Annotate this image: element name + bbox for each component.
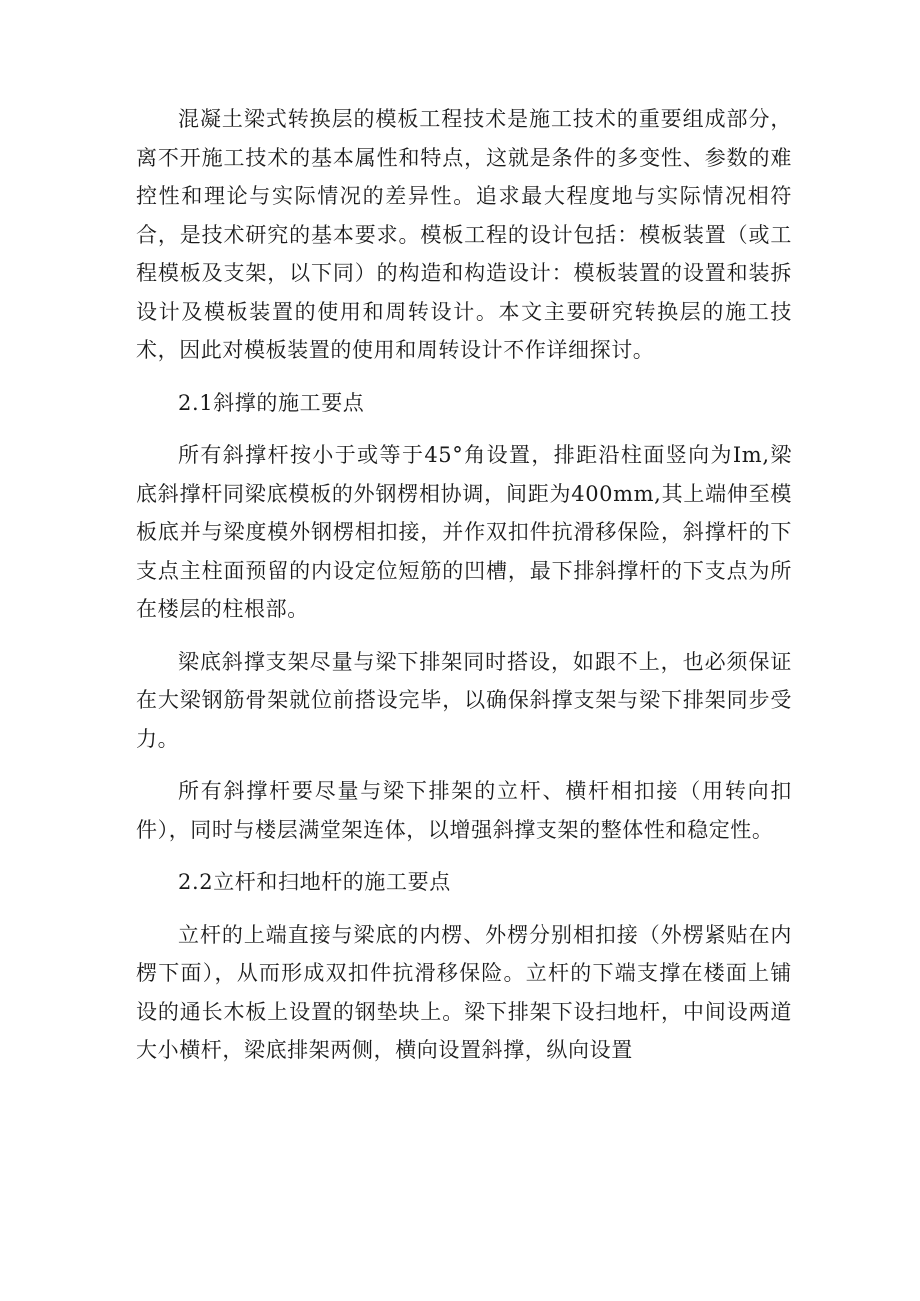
paragraph-diagonal-brace-connection: 所有斜撑杆要尽量与梁下排架的立杆、横杆相扣接（用转向扣件），同时与楼层满堂架连体，以增强斜撑支架的整体性和稳定性。 [136, 779, 792, 842]
paragraph-intro: 混凝土梁式转换层的模板工程技术是施工技术的重要组成部分，离不开施工技术的基本属性和特点，这就是条件的多变性、参数的难控性和理论与实际情况的差异性。追求最大程度地与实际情况相符合，是技术研究的基本要求。模板工程的设计包括：模板装置（或工程模板及支架，以下同）的构造和构造设计：模板装置的设置和装拆设计及模板装置的使用和周转设计。本文主要研究转换层的施工技术，因此对模板装置的使用和周转设计不作详细探讨。 [136, 107, 792, 362]
section-heading-2-1: 2.1斜撑的施工要点 [178, 390, 365, 415]
section-heading-2-2: 2.2立杆和扫地杆的施工要点 [178, 870, 451, 894]
paragraph-upright-pole: 立杆的上端直接与梁底的内楞、外楞分别相扣接（外楞紧贴在内楞下面），从而形成双扣件抗滑移保险。立杆的下端支撑在楼面上铺设的通长木板上设置的钢垫块上。梁下排架下设扫地杆，中间设两道大小横杆，梁底排架两侧，横向设置斜撑，纵向设置 [136, 922, 792, 1062]
paragraph-diagonal-brace-angle: 所有斜撑杆按小于或等于45°角设置，排距沿柱面竖向为Im,梁底斜撑杆同梁底模板的外钢楞相协调，间距为400mm,其上端伸至模板底并与梁度模外钢楞相扣接，并作双扣件抗滑移保险，斜撑杆的下支点主柱面预留的内设定位短筋的凹槽，最下排斜撑杆的下支点为所在楼层的柱根部。 [136, 443, 792, 621]
document-page [136, 100, 792, 1084]
paragraph-diagonal-brace-timing: 梁底斜撑支架尽量与梁下排架同时搭设，如跟不上，也必须保证在大梁钢筋骨架就位前搭设完毕，以确保斜撑支架与梁下排架同步受力。 [136, 649, 792, 751]
